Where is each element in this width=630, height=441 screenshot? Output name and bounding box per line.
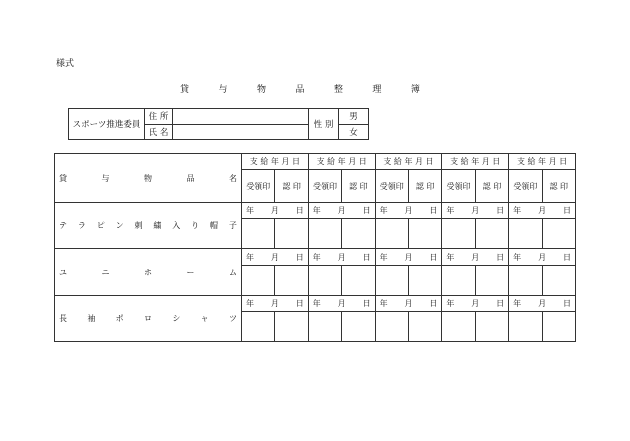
year-unit: 年 bbox=[246, 252, 254, 262]
name-field[interactable] bbox=[173, 124, 309, 140]
receiver-seal-cell[interactable] bbox=[375, 265, 408, 295]
receiver-seal-cell[interactable] bbox=[308, 219, 341, 249]
day-unit: 日 bbox=[362, 252, 371, 262]
date-units bbox=[376, 252, 442, 263]
item-char: 袖 bbox=[87, 313, 96, 323]
confirm-seal-cell[interactable] bbox=[275, 265, 308, 295]
item-char: ー bbox=[186, 267, 195, 277]
year-unit: 年 bbox=[446, 252, 455, 262]
confirm-seal-header: 認 印 bbox=[275, 170, 308, 203]
receiver-seal-cell[interactable] bbox=[308, 265, 341, 295]
item-char: ニ bbox=[101, 267, 110, 277]
year-unit: 年 bbox=[246, 298, 254, 308]
date-units bbox=[242, 298, 308, 309]
issue-date-cell[interactable] bbox=[442, 249, 509, 265]
date-units bbox=[376, 205, 442, 216]
confirm-seal-header: 認 印 bbox=[408, 170, 441, 203]
confirm-seal-cell[interactable] bbox=[275, 311, 308, 341]
year-unit: 年 bbox=[246, 206, 254, 216]
year-unit: 年 bbox=[446, 298, 455, 308]
month-unit: 月 bbox=[337, 298, 346, 308]
item-char: ピ bbox=[96, 221, 105, 231]
receiver-seal-header: 受領印 bbox=[308, 170, 341, 203]
day-unit: 日 bbox=[429, 206, 438, 216]
item-row-label bbox=[55, 249, 242, 295]
year-unit: 年 bbox=[379, 298, 388, 308]
issue-date-cell[interactable] bbox=[509, 295, 576, 311]
date-units bbox=[509, 252, 575, 263]
confirm-seal-cell[interactable] bbox=[275, 219, 308, 249]
item-row-label-text bbox=[55, 220, 241, 231]
year-unit: 年 bbox=[446, 206, 455, 216]
date-units bbox=[442, 252, 508, 263]
volunteer-info-table bbox=[68, 108, 369, 140]
item-name-header-text bbox=[55, 173, 241, 184]
address-field[interactable] bbox=[173, 109, 309, 125]
issue-date-cell[interactable] bbox=[442, 203, 509, 219]
issue-date-cell[interactable] bbox=[375, 295, 442, 311]
day-unit: 日 bbox=[496, 252, 505, 262]
item-row-label bbox=[55, 295, 242, 341]
issue-date-cell[interactable] bbox=[242, 295, 309, 311]
item-char: ツ bbox=[228, 313, 237, 323]
month-unit: 月 bbox=[404, 206, 413, 216]
year-unit: 年 bbox=[312, 252, 321, 262]
title-char: 貸 bbox=[180, 85, 190, 95]
month-unit: 月 bbox=[270, 206, 279, 216]
day-unit: 日 bbox=[563, 298, 571, 308]
month-unit: 月 bbox=[471, 252, 480, 262]
confirm-seal-header: 認 印 bbox=[542, 170, 575, 203]
receiver-seal-header: 受領印 bbox=[375, 170, 408, 203]
item-row-label-text bbox=[55, 313, 241, 324]
day-unit: 日 bbox=[429, 298, 438, 308]
item-char: 繍 bbox=[153, 221, 162, 231]
item-row-label-text bbox=[55, 267, 241, 278]
item-name-header bbox=[55, 154, 242, 203]
title-char: 整 bbox=[333, 85, 343, 95]
confirm-seal-cell[interactable] bbox=[408, 265, 441, 295]
title-char: 簿 bbox=[410, 85, 420, 95]
title-char: 理 bbox=[372, 85, 382, 95]
issue-date-header: 支 給 年 月 日 bbox=[442, 154, 509, 170]
year-unit: 年 bbox=[513, 252, 522, 262]
month-unit: 月 bbox=[337, 252, 346, 262]
receiver-seal-cell[interactable] bbox=[242, 219, 275, 249]
day-unit: 日 bbox=[496, 206, 505, 216]
date-units bbox=[509, 205, 575, 216]
day-unit: 日 bbox=[496, 298, 505, 308]
month-unit: 月 bbox=[404, 252, 413, 262]
item-char: 子 bbox=[228, 221, 237, 231]
confirm-seal-cell[interactable] bbox=[408, 311, 441, 341]
item-char: ラ bbox=[77, 221, 86, 231]
receiver-seal-cell[interactable] bbox=[442, 311, 475, 341]
year-unit: 年 bbox=[312, 298, 321, 308]
issue-date-cell[interactable] bbox=[509, 249, 576, 265]
issue-date-cell[interactable] bbox=[375, 203, 442, 219]
issue-date-cell[interactable] bbox=[308, 203, 375, 219]
issue-date-header: 支 給 年 月 日 bbox=[375, 154, 442, 170]
item-char: テ bbox=[59, 221, 67, 231]
date-units bbox=[309, 252, 375, 263]
item-char: 与 bbox=[101, 173, 110, 183]
confirm-seal-cell[interactable] bbox=[408, 219, 441, 249]
month-unit: 月 bbox=[270, 252, 279, 262]
confirm-seal-cell[interactable] bbox=[342, 265, 375, 295]
name-label: 氏 名 bbox=[145, 124, 173, 140]
day-unit: 日 bbox=[362, 206, 371, 216]
year-unit: 年 bbox=[379, 252, 388, 262]
title-char: 与 bbox=[218, 85, 228, 95]
month-unit: 月 bbox=[538, 298, 547, 308]
item-char: ロ bbox=[143, 313, 152, 323]
month-unit: 月 bbox=[538, 206, 547, 216]
confirm-seal-header: 認 印 bbox=[342, 170, 375, 203]
issue-date-header: 支 給 年 月 日 bbox=[509, 154, 576, 170]
item-char: シ bbox=[172, 313, 181, 323]
issue-date-cell[interactable] bbox=[442, 295, 509, 311]
day-unit: 日 bbox=[563, 252, 571, 262]
item-char: 入 bbox=[172, 221, 181, 231]
issue-date-cell[interactable] bbox=[308, 249, 375, 265]
confirm-seal-cell[interactable] bbox=[542, 265, 575, 295]
confirm-seal-cell[interactable] bbox=[342, 311, 375, 341]
issue-date-cell[interactable] bbox=[242, 203, 309, 219]
receiver-seal-cell[interactable] bbox=[442, 219, 475, 249]
item-char: ム bbox=[229, 267, 237, 277]
document-title bbox=[180, 82, 420, 95]
date-units bbox=[376, 298, 442, 309]
item-char: ン bbox=[115, 221, 124, 231]
day-unit: 日 bbox=[295, 206, 304, 216]
receiver-seal-cell[interactable] bbox=[242, 265, 275, 295]
month-unit: 月 bbox=[404, 298, 413, 308]
day-unit: 日 bbox=[295, 252, 304, 262]
day-unit: 日 bbox=[295, 298, 304, 308]
sex-female-option[interactable]: 女 bbox=[339, 124, 369, 140]
day-unit: 日 bbox=[429, 252, 438, 262]
date-units bbox=[242, 252, 308, 263]
month-unit: 月 bbox=[337, 206, 346, 216]
item-char: 帽 bbox=[210, 221, 218, 231]
month-unit: 月 bbox=[270, 298, 279, 308]
receiver-seal-cell[interactable] bbox=[442, 265, 475, 295]
date-units bbox=[509, 298, 575, 309]
item-char: ャ bbox=[200, 313, 209, 323]
confirm-seal-cell[interactable] bbox=[342, 219, 375, 249]
receiver-seal-cell[interactable] bbox=[509, 265, 542, 295]
confirm-seal-cell[interactable] bbox=[475, 311, 508, 341]
date-units bbox=[309, 298, 375, 309]
receiver-seal-cell[interactable] bbox=[509, 311, 542, 341]
volunteer-label: スポーツ推進委員 bbox=[69, 109, 145, 140]
receiver-seal-cell[interactable] bbox=[375, 219, 408, 249]
form-code: 様式 bbox=[56, 59, 75, 69]
issue-date-cell[interactable] bbox=[308, 295, 375, 311]
issue-date-cell[interactable] bbox=[375, 249, 442, 265]
title-char: 品 bbox=[295, 85, 305, 95]
item-char: ポ bbox=[115, 313, 124, 323]
issue-date-cell[interactable] bbox=[509, 203, 576, 219]
item-char: 名 bbox=[229, 173, 237, 183]
issue-date-cell[interactable] bbox=[242, 249, 309, 265]
item-char: 物 bbox=[144, 173, 152, 183]
address-label: 住 所 bbox=[145, 109, 173, 125]
month-unit: 月 bbox=[471, 206, 480, 216]
sex-male-option[interactable]: 男 bbox=[339, 109, 369, 125]
loan-items-table bbox=[54, 153, 576, 342]
day-unit: 日 bbox=[563, 206, 571, 216]
issue-date-header: 支 給 年 月 日 bbox=[308, 154, 375, 170]
receiver-seal-cell[interactable] bbox=[509, 219, 542, 249]
year-unit: 年 bbox=[379, 206, 388, 216]
item-char: 品 bbox=[186, 173, 195, 183]
confirm-seal-cell[interactable] bbox=[475, 219, 508, 249]
item-char: 貸 bbox=[59, 173, 67, 183]
year-unit: 年 bbox=[513, 206, 522, 216]
sex-label: 性 別 bbox=[309, 109, 339, 140]
item-char: ホ bbox=[144, 267, 152, 277]
receiver-seal-cell[interactable] bbox=[308, 311, 341, 341]
month-unit: 月 bbox=[471, 298, 480, 308]
date-units bbox=[442, 205, 508, 216]
confirm-seal-cell[interactable] bbox=[542, 219, 575, 249]
receiver-seal-header: 受領印 bbox=[442, 170, 475, 203]
receiver-seal-cell[interactable] bbox=[375, 311, 408, 341]
confirm-seal-header: 認 印 bbox=[475, 170, 508, 203]
year-unit: 年 bbox=[513, 298, 522, 308]
item-char: 長 bbox=[59, 313, 67, 323]
date-units bbox=[309, 205, 375, 216]
confirm-seal-cell[interactable] bbox=[475, 265, 508, 295]
title-char: 物 bbox=[256, 85, 266, 95]
day-unit: 日 bbox=[362, 298, 371, 308]
confirm-seal-cell[interactable] bbox=[542, 311, 575, 341]
receiver-seal-header: 受領印 bbox=[242, 170, 275, 203]
date-units bbox=[242, 205, 308, 216]
year-unit: 年 bbox=[312, 206, 321, 216]
item-row-label bbox=[55, 203, 242, 249]
issue-date-header: 支 給 年 月 日 bbox=[242, 154, 309, 170]
date-units bbox=[442, 298, 508, 309]
receiver-seal-header: 受領印 bbox=[509, 170, 542, 203]
item-char: り bbox=[191, 221, 200, 231]
item-char: 刺 bbox=[134, 221, 143, 231]
receiver-seal-cell[interactable] bbox=[242, 311, 275, 341]
month-unit: 月 bbox=[538, 252, 547, 262]
item-char: ユ bbox=[59, 267, 67, 277]
